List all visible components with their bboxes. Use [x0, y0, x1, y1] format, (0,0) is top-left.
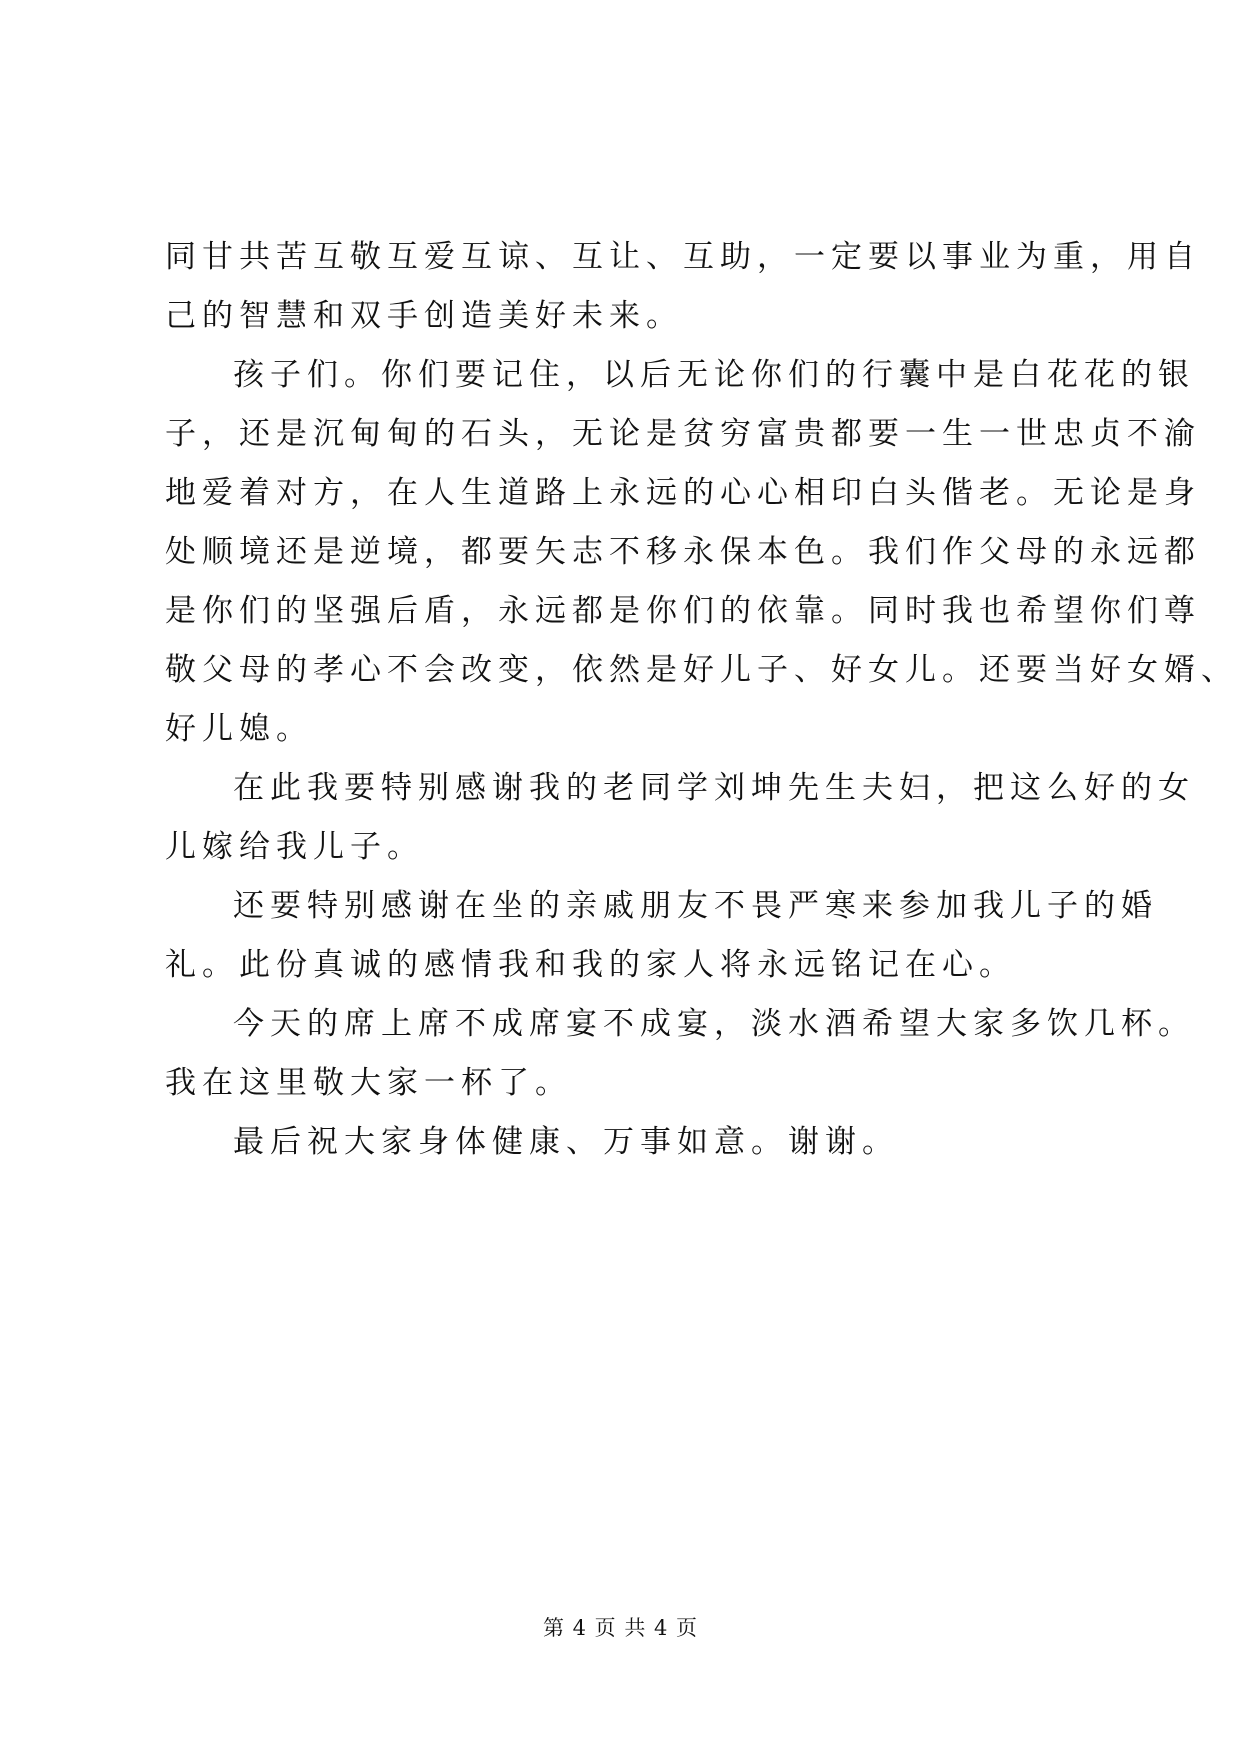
page-footer: 第 4 页 共 4 页 — [542, 1616, 699, 1640]
text-line: 在此我要特别感谢我的老同学刘坤先生夫妇，把这么好的女 — [233, 770, 1195, 806]
paragraph-1 — [165, 228, 1201, 346]
paragraph-4 — [165, 877, 1158, 995]
paragraph-5 — [165, 995, 1195, 1113]
text-line: 最后祝大家身体健康、万事如意。谢谢。 — [233, 1124, 899, 1160]
text-line: 敬父母的孝心不会改变，依然是好儿子、好女儿。还要当好女婿、 — [165, 652, 1238, 688]
text-line: 同甘共苦互敬互爱互谅、互让、互助，一定要以事业为重，用自 — [165, 239, 1201, 275]
paragraph-2 — [165, 346, 1238, 759]
text-line: 今天的席上席不成席宴不成宴，淡水酒希望大家多饮几杯。 — [233, 1006, 1195, 1042]
text-line: 还要特别感谢在坐的亲戚朋友不畏严寒来参加我儿子的婚 — [233, 888, 1158, 924]
text-line: 好儿媳。 — [165, 711, 313, 747]
text-line: 礼。此份真诚的感情我和我的家人将永远铭记在心。 — [165, 947, 1016, 983]
text-line: 是你们的坚强后盾，永远都是你们的依靠。同时我也希望你们尊 — [165, 593, 1201, 629]
text-line: 我在这里敬大家一杯了。 — [165, 1065, 572, 1101]
text-line: 处顺境还是逆境，都要矢志不移永保本色。我们作父母的永远都 — [165, 534, 1201, 570]
text-line: 儿嫁给我儿子。 — [165, 829, 424, 865]
paragraph-3 — [165, 759, 1195, 877]
text-line: 地爱着对方，在人生道路上永远的心心相印白头偕老。无论是身 — [165, 475, 1201, 511]
text-line: 己的智慧和双手创造美好未来。 — [165, 298, 683, 334]
body-text — [165, 228, 1238, 1172]
paragraph-6 — [165, 1113, 1085, 1172]
text-line: 子，还是沉甸甸的石头，无论是贫穷富贵都要一生一世忠贞不渝 — [165, 416, 1201, 452]
text-line: 孩子们。你们要记住，以后无论你们的行囊中是白花花的银 — [233, 357, 1195, 393]
